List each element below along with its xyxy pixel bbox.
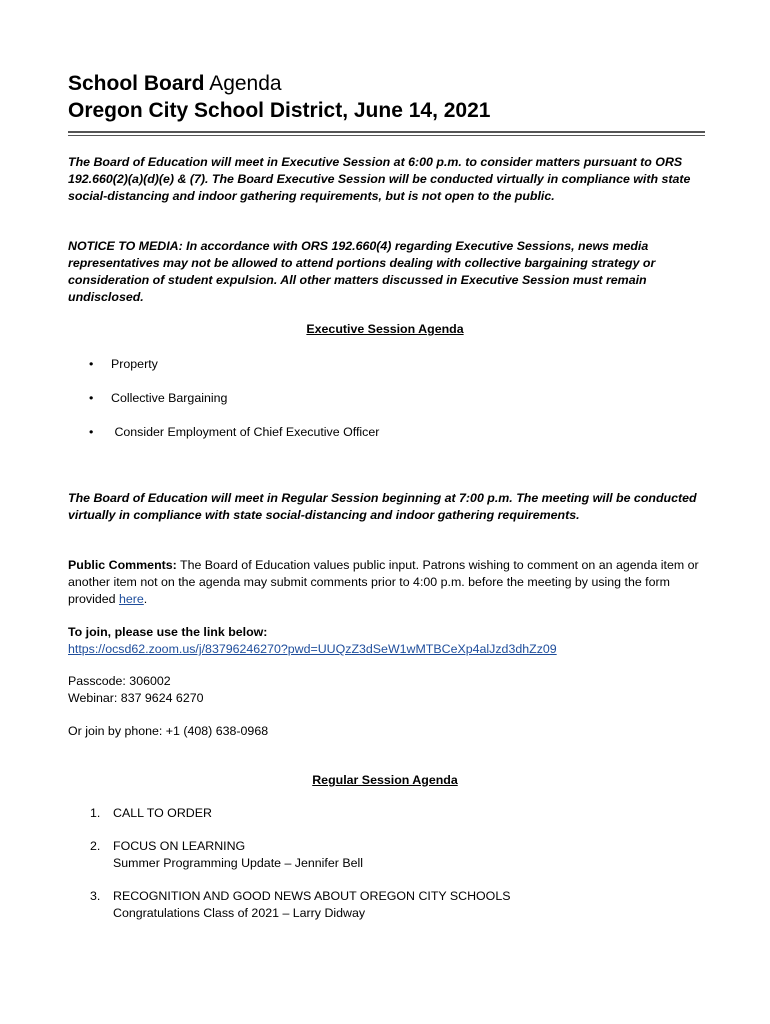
exec-agenda-item: • Property (89, 357, 158, 371)
passcode: Passcode: 306002 (68, 674, 171, 688)
title-rule-thick (68, 131, 705, 133)
title-rule-thin (68, 135, 705, 136)
executive-agenda-heading: Executive Session Agenda (306, 322, 464, 336)
document-title (68, 70, 490, 124)
regular-agenda-heading: Regular Session Agenda (312, 773, 458, 787)
bullet-icon: • (89, 357, 94, 371)
regular-session-intro: The Board of Education will meet in Regular Session beginning at 7:00 p.m. The meeting will be conducted virtually in compliance with state social-distancing and indoor gathering requirements. (68, 491, 697, 522)
exec-agenda-item: • Collective Bargaining (89, 391, 228, 405)
regular-agenda-item: 2. FOCUS ON LEARNING Summer Programming Update – Jennifer Bell (90, 839, 363, 870)
regular-agenda-item: 3. RECOGNITION AND GOOD NEWS ABOUT OREGON CITY SCHOOLS Congratulations Class of 2021 – Larry Didway (90, 889, 511, 920)
zoom-link[interactable]: https://ocsd62.zoom.us/j/83796246270?pwd=UUQzZ3dSeW1wMTBCeXp4alJzd3dhZz09 (68, 642, 557, 656)
exec-agenda-item: • Consider Employment of Chief Executive Officer (89, 425, 380, 439)
public-comments: Public Comments: The Board of Education values public input. Patrons wishing to comment on an agenda item or another item not on the agenda may submit comments prior to 4:00 p.m. before the meeting by using the form provided here. (68, 558, 699, 606)
title-bold: School Board (68, 72, 205, 95)
webinar-id: Webinar: 837 9624 6270 (68, 691, 204, 705)
public-comments-label: Public Comments: (68, 558, 177, 572)
comment-form-link[interactable]: here (118, 592, 144, 606)
media-notice: NOTICE TO MEDIA: In accordance with ORS 192.660(4) regarding Executive Sessions, news media representatives may not be allowed to attend portions dealing with collective bargaining strategy or consideration of student expulsion. All other matters discussed in Executive Session must remain undisclosed. (68, 239, 656, 304)
phone-dial-in: Or join by phone: +1 (408) 638-0968 (68, 724, 269, 738)
agenda-item-detail: Summer Programming Update – Jennifer Bell (113, 856, 363, 870)
regular-agenda-item: 1. CALL TO ORDER (90, 806, 212, 820)
zoom-link-line (68, 641, 708, 658)
join-heading: To join, please use the link below: (68, 625, 268, 639)
agenda-item-detail: Congratulations Class of 2021 – Larry Didway (113, 906, 366, 920)
bullet-icon: • (89, 425, 94, 439)
document-subtitle: Oregon City School District, June 14, 2021 (68, 99, 491, 122)
title-rest: Agenda (204, 72, 282, 95)
bullet-icon: • (89, 391, 94, 405)
executive-session-intro: The Board of Education will meet in Executive Session at 6:00 p.m. to consider matters pursuant to ORS 192.660(2)(a)(d)(e) & (7). The Board Executive Session will be conducted virtually in compliance with state social-distancing and indoor gathering requirements, but is not open to the public. (68, 155, 691, 203)
